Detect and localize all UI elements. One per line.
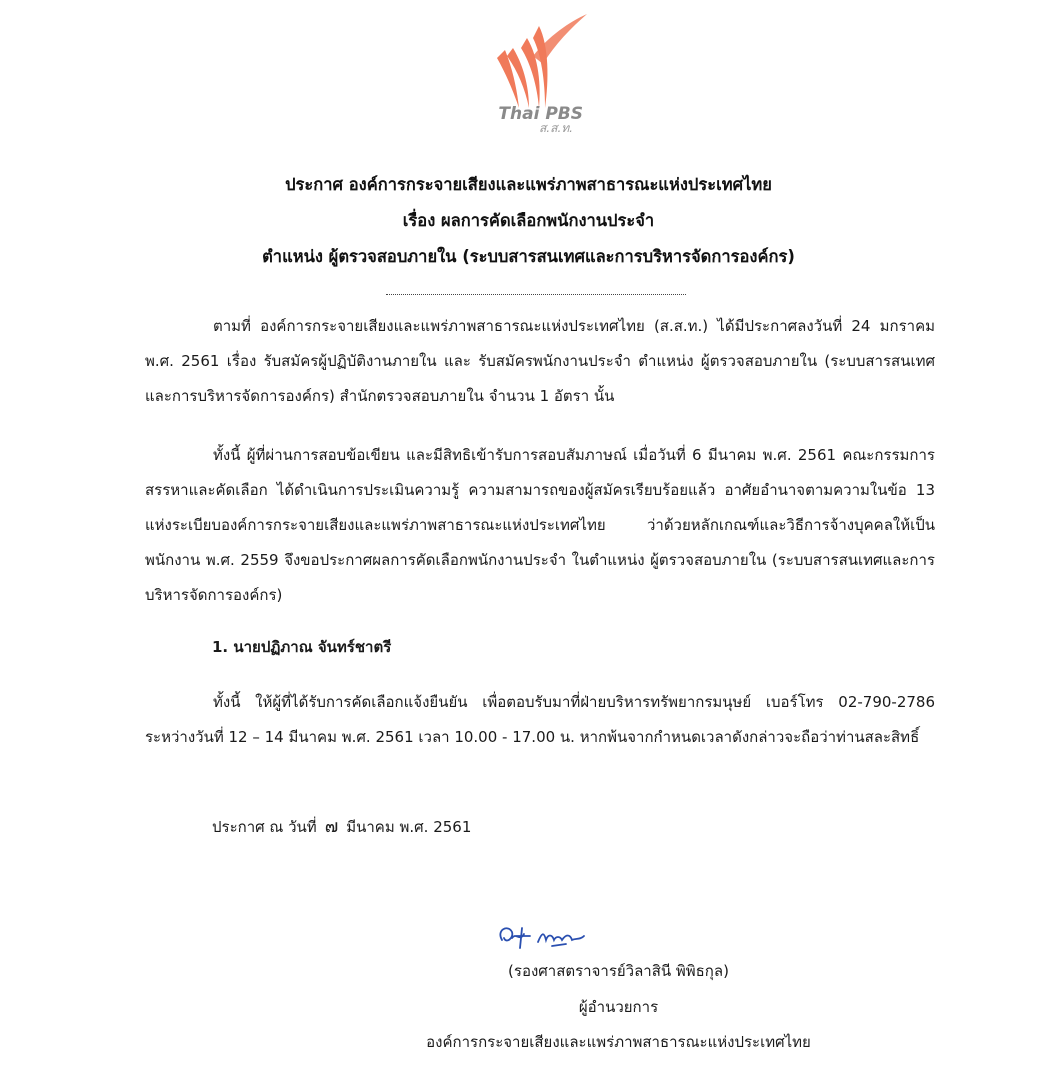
announce-day: ๗: [324, 816, 339, 837]
signer-position: ผู้อำนวยการ: [578, 998, 659, 1016]
bird-icon: [483, 10, 593, 110]
announce-suffix: มีนาคม พ.ศ. 2561: [346, 818, 472, 836]
logo-subtext: ส.ส.ท.: [538, 121, 573, 135]
paragraph-3: [145, 685, 935, 755]
title-line-1: ประกาศ องค์การกระจายเสียงและแพร่ภาพสาธารณะแห่งประเทศไทย: [285, 175, 772, 194]
logo-wordmark: Thai PBS: [498, 104, 583, 124]
signer-name: (รองศาสตราจารย์วิลาสินี พิพิธกุล): [508, 962, 729, 980]
handwritten-signature: [494, 918, 594, 958]
title-line-2: เรื่อง ผลการคัดเลือกพนักงานประจำ: [402, 211, 655, 230]
paragraph-2-text: ทั้งนี้ ผู้ที่ผ่านการสอบข้อเขียน และมีสิทธิเข้ารับการสอบสัมภาษณ์ เมื่อวันที่ 6 มีนาคม พ.ศ. 2561 คณะกรรมการสรรหาและคัดเลือก ได้ดำเนินการประเมินความรู้ ความสามารถของผู้สมัครเรียบร้อยแล้ว อาศัยอำนาจตามความในข้อ 13 แห่งระเบียบองค์การกระจายเสียงและแพร่ภาพสาธารณะแห่งประเทศไทย ว่าด้วยหลักเกณฑ์และวิธีการจ้างบุคคลให้เป็นพนักงาน พ.ศ. 2559 จึงขอประกาศผลการคัดเลือกพนักงานประจำ ในตำแหน่ง ผู้ตรวจสอบภายใน (ระบบสารสนเทศและการบริหารจัดการองค์กร): [145, 446, 935, 604]
announcement-date: [212, 816, 471, 838]
paragraph-1-text: ตามที่ องค์การกระจายเสียงและแพร่ภาพสาธารณะแห่งประเทศไทย (ส.ส.ท.) ได้มีประกาศลงวันที่ 24 มกราคม พ.ศ. 2561 เรื่อง รับสมัครผู้ปฏิบัติงานภายใน และ รับสมัครพนักงานประจำ ตำแหน่ง ผู้ตรวจสอบภายใน (ระบบสารสนเทศและการบริหารจัดการองค์กร) สำนักตรวจสอบภายใน จำนวน 1 อัตรา นั้น: [145, 317, 935, 405]
title-line-3: ตำแหน่ง ผู้ตรวจสอบภายใน (ระบบสารสนเทศและการบริหารจัดการองค์กร): [262, 247, 795, 266]
paragraph-1: [145, 309, 935, 414]
thai-pbs-logo: [483, 10, 593, 135]
paragraph-3-text: ทั้งนี้ ให้ผู้ที่ได้รับการคัดเลือกแจ้งยืนยัน เพื่อตอบรับมาที่ฝ่ายบริหารทรัพยากรมนุษย์ เบอร์โทร 02-790-2786 ระหว่างวันที่ 12 – 14 มีนาคม พ.ศ. 2561 เวลา 10.00 - 17.00 น. หากพ้นจากกำหนดเวลาดังกล่าวจะถือว่าท่านสละสิทธิ์: [145, 693, 935, 746]
announce-prefix: ประกาศ ณ วันที่: [212, 818, 317, 836]
selected-candidate: 1. นายปฏิภาณ จันทร์ชาตรี: [212, 638, 392, 656]
dotted-divider: [386, 293, 686, 295]
signer-organization: องค์การกระจายเสียงและแพร่ภาพสาธารณะแห่งประเทศไทย: [426, 1033, 811, 1051]
paragraph-2: [145, 438, 935, 613]
